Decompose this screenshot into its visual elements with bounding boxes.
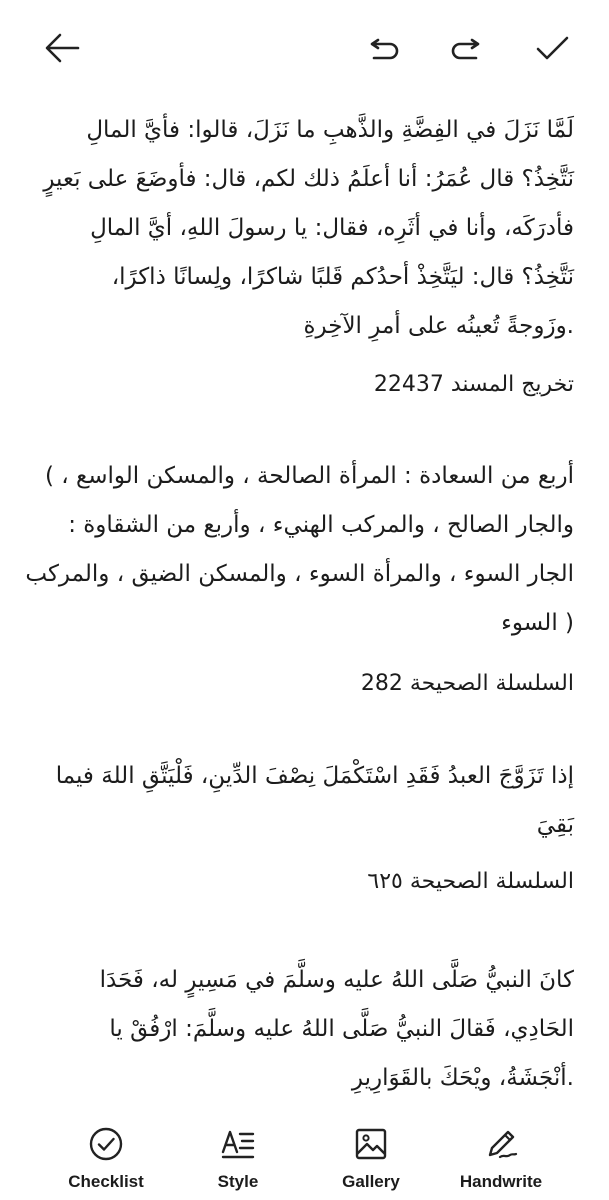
text-line: نَتَّخِذُ؟ قال عُمَرُ: أنا أعلَمُ ذلك لكم، قال: فأوضَعَ على بَعيرٍ	[43, 166, 574, 192]
checklist-button[interactable]	[46, 1124, 166, 1192]
image-icon	[351, 1124, 391, 1164]
text-line: الحَادِي، فَقالَ النبيُّ صَلَّى اللهُ عليه وسلَّمَ: ارْفُقْ يا	[109, 1016, 574, 1042]
style-label: Style	[217, 1172, 259, 1191]
redo-icon	[446, 28, 486, 68]
pen-icon	[481, 1124, 521, 1164]
note-body[interactable]	[0, 96, 609, 1116]
undo-button[interactable]	[358, 22, 410, 74]
text-line: ( السوء	[501, 610, 574, 636]
hadith-paragraph-4	[38, 956, 574, 1103]
hadith-paragraph-3	[38, 752, 574, 850]
text-line: والجار الصالح ، والمركب الهنيء ، وأربع من الشقاوة :	[68, 512, 574, 538]
text-line: .وزَوجةً تُعينُه على أمرِ الآخِرةِ	[303, 313, 574, 339]
gallery-button[interactable]	[311, 1124, 431, 1192]
checkmark-icon	[532, 28, 572, 68]
hadith-paragraph-1	[38, 106, 574, 351]
style-button[interactable]	[178, 1124, 298, 1192]
text-line: الجار السوء ، والمرأة السوء ، والمسكن الضيق ، والمركب	[25, 561, 574, 587]
text-style-icon	[218, 1124, 258, 1164]
gallery-label: Gallery	[342, 1172, 400, 1191]
text-line: .أنْجَشَةُ، ويْحَكَ بالقَوَارِيرِ	[351, 1065, 574, 1091]
undo-icon	[364, 28, 404, 68]
hadith-paragraph-2	[25, 452, 574, 648]
arrow-left-icon	[42, 28, 82, 68]
redo-button[interactable]	[440, 22, 492, 74]
checklist-label: Checklist	[68, 1172, 144, 1191]
hadith-reference-1: تخريج المسند 22437	[373, 372, 574, 397]
text-line: بَقِيَ	[536, 812, 574, 838]
handwrite-button[interactable]	[441, 1124, 561, 1192]
text-line: أربع من السعادة : المرأة الصالحة ، والمسكن الواسع ، )	[44, 463, 574, 489]
text-line: لَمَّا نَزَلَ في الفِضَّةِ والذَّهبِ ما نَزَلَ، قالوا: فأيَّ المالِ	[86, 117, 574, 143]
check-circle-icon	[86, 1124, 126, 1164]
top-toolbar	[0, 0, 609, 96]
text-line: كانَ النبيُّ صَلَّى اللهُ عليه وسلَّمَ في مَسِيرٍ له، فَحَدَا	[99, 967, 574, 993]
text-line: فأدرَكَه، وأنا في أثَرِه، فقال: يا رسولَ اللهِ، أيَّ المالِ	[90, 215, 574, 241]
bottom-toolbar	[0, 1112, 609, 1200]
done-button[interactable]	[526, 22, 578, 74]
text-line: نَتَّخِذُ؟ قال: ليَتَّخِذْ أحدُكم قَلبًا شاكرًا، ولِسانًا ذاكرًا،	[111, 264, 574, 290]
hadith-reference-2: السلسلة الصحيحة 282	[360, 671, 574, 696]
back-button[interactable]	[36, 22, 88, 74]
handwrite-label: Handwrite	[459, 1172, 543, 1191]
hadith-reference-3: السلسلة الصحيحة ٦٢٥	[367, 869, 574, 894]
text-line: إذا تَزَوَّجَ العبدُ فَقَدِ اسْتَكْمَلَ نِصْفَ الدِّينِ، فَلْيَتَّقِ اللهَ فيما	[55, 763, 574, 789]
